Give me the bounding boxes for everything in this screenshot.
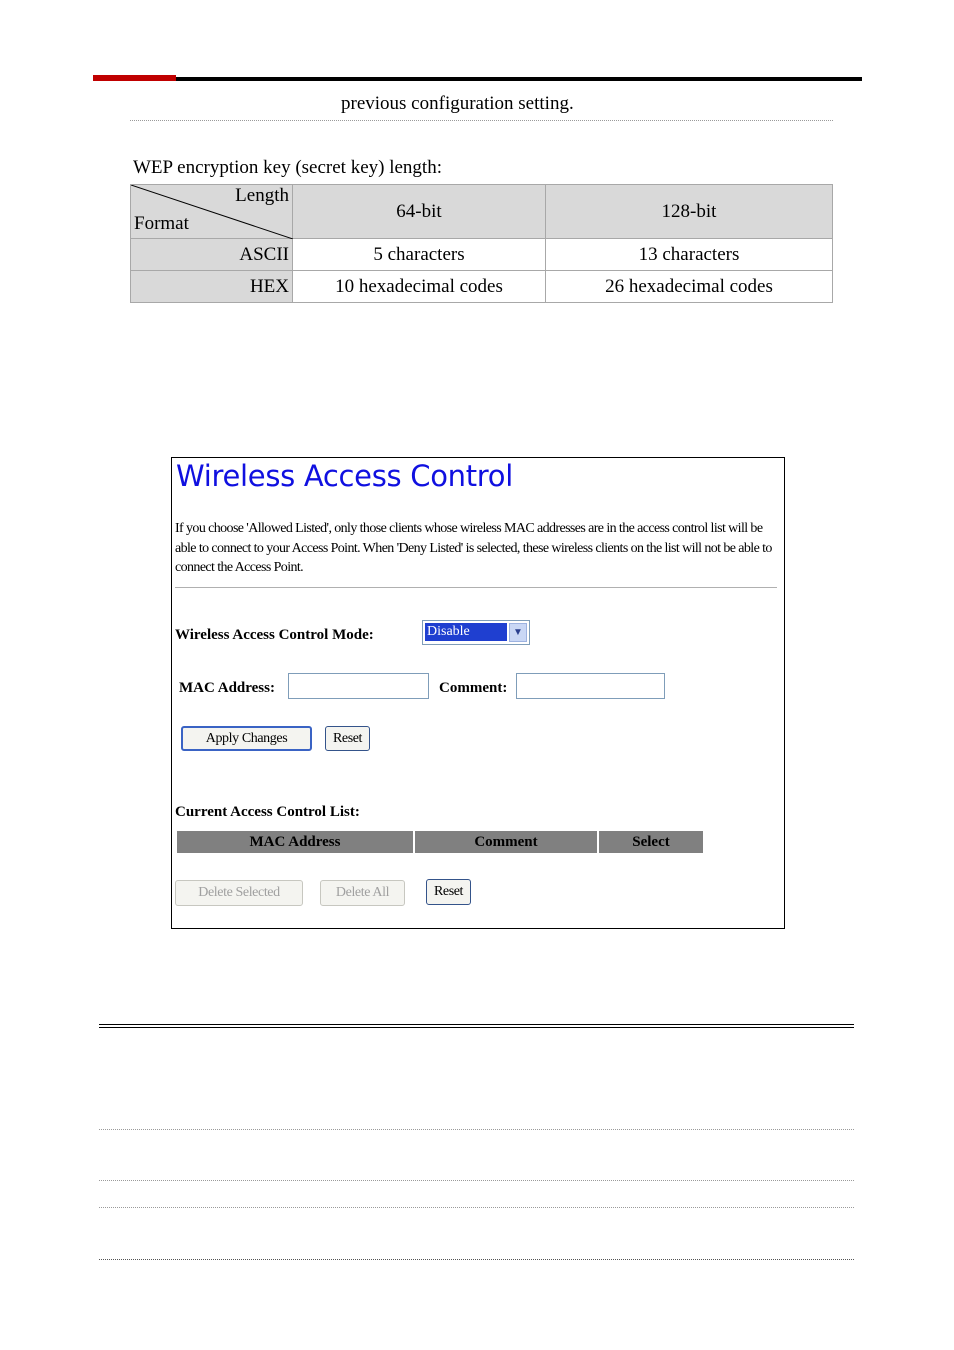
- mode-label: Wireless Access Control Mode:: [175, 627, 374, 643]
- divider: [99, 1024, 854, 1025]
- reset-list-button[interactable]: Reset: [426, 879, 471, 905]
- mac-address-label: MAC Address:: [179, 680, 275, 696]
- column-header-select: Select: [599, 831, 703, 853]
- divider: [99, 1027, 854, 1028]
- description-text: If you choose 'Allowed Listed', only those clients whose wireless MAC addresses are in the access control list will be able to connect to your Access Point. When 'Deny Listed' is selected, these wireless clients on the list will not be able to connect the Access Point.: [175, 521, 772, 575]
- divider: [130, 120, 833, 121]
- wireless-access-control-screenshot: [171, 457, 785, 929]
- page-title: Wireless Access Control: [176, 459, 513, 493]
- divider: [99, 1207, 854, 1208]
- table-corner-cell: [131, 185, 293, 239]
- divider: [99, 1129, 854, 1130]
- table-cell: 5 characters: [293, 239, 546, 271]
- comment-label: Comment:: [439, 680, 508, 696]
- wep-key-length-table: [130, 184, 833, 303]
- divider: [99, 1180, 854, 1181]
- table-header-row: [131, 185, 833, 239]
- reset-button[interactable]: Reset: [325, 726, 370, 751]
- wep-table-caption: WEP encryption key (secret key) length:: [133, 157, 442, 178]
- header-accent-bar: [93, 75, 176, 81]
- row-label: ASCII: [131, 239, 293, 271]
- mode-selected-value: Disable: [425, 623, 507, 641]
- divider: [99, 1259, 854, 1260]
- table-cell: 10 hexadecimal codes: [293, 271, 546, 303]
- comment-input[interactable]: [516, 673, 665, 699]
- table-row: [131, 271, 833, 303]
- table-row: [131, 239, 833, 271]
- column-header: 64-bit: [293, 185, 546, 239]
- delete-all-button[interactable]: Delete All: [320, 880, 405, 906]
- column-header-comment: Comment: [415, 831, 597, 853]
- row-label: HEX: [131, 271, 293, 303]
- table-cell: 26 hexadecimal codes: [546, 271, 833, 303]
- column-header-mac-address: MAC Address: [177, 831, 413, 853]
- delete-selected-button[interactable]: Delete Selected: [175, 880, 303, 906]
- mac-address-input[interactable]: [288, 673, 429, 699]
- corner-label-format: Format: [134, 213, 189, 234]
- apply-changes-button[interactable]: Apply Changes: [181, 726, 312, 751]
- access-control-mode-select[interactable]: [422, 620, 530, 645]
- access-control-list-label: Current Access Control List:: [175, 804, 360, 820]
- intro-text: previous configuration setting.: [341, 93, 574, 114]
- divider: [175, 587, 777, 588]
- header-rule: [176, 77, 862, 81]
- table-cell: 13 characters: [546, 239, 833, 271]
- corner-label-length: Length: [235, 185, 289, 206]
- chevron-down-icon[interactable]: ▼: [509, 623, 527, 642]
- column-header: 128-bit: [546, 185, 833, 239]
